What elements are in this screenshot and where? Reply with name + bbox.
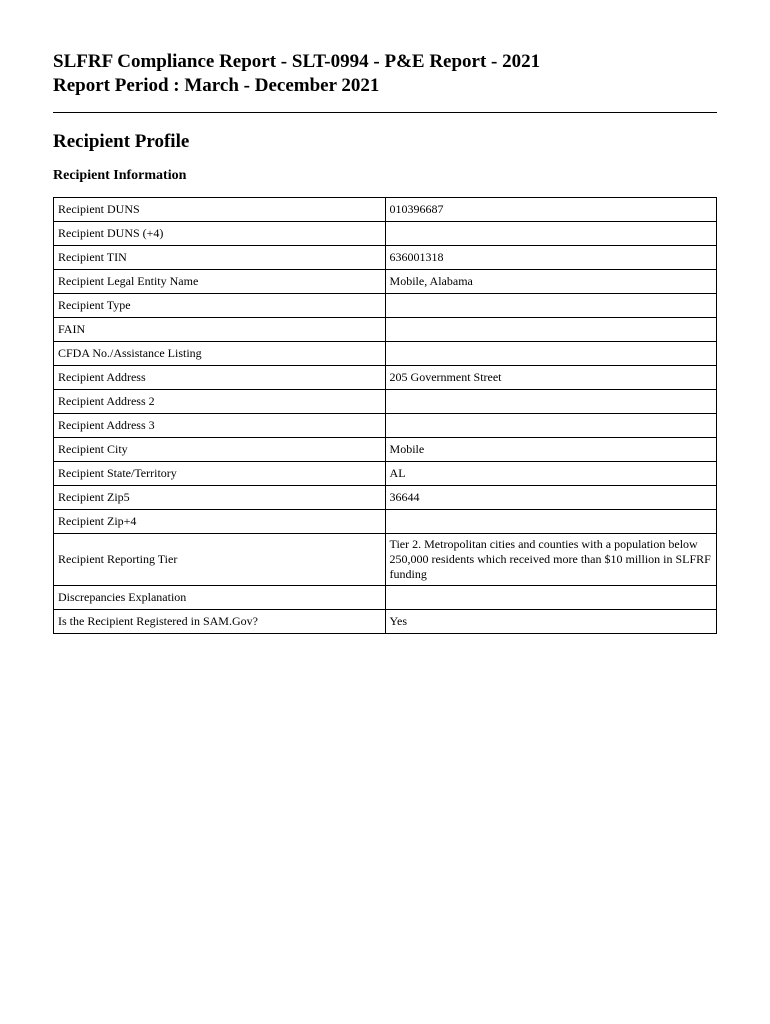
subsection-title: Recipient Information xyxy=(53,168,187,183)
recipient-info-table-body xyxy=(54,198,717,634)
table-row xyxy=(54,486,717,510)
field-label: Recipient TIN xyxy=(54,246,386,270)
field-label: Recipient State/Territory xyxy=(54,462,386,486)
field-value xyxy=(385,586,716,610)
table-row xyxy=(54,438,717,462)
field-value xyxy=(385,510,716,534)
field-value xyxy=(385,390,716,414)
field-label: Recipient Zip+4 xyxy=(54,510,386,534)
table-row xyxy=(54,366,717,390)
table-row xyxy=(54,534,717,586)
table-row xyxy=(54,270,717,294)
field-label: Recipient Address xyxy=(54,366,386,390)
table-row xyxy=(54,462,717,486)
field-value xyxy=(385,222,716,246)
table-row xyxy=(54,318,717,342)
table-row xyxy=(54,390,717,414)
field-value xyxy=(385,342,716,366)
field-label: Recipient Zip5 xyxy=(54,486,386,510)
table-row xyxy=(54,610,717,634)
field-label: Recipient DUNS xyxy=(54,198,386,222)
table-row xyxy=(54,510,717,534)
table-row xyxy=(54,342,717,366)
field-value: Yes xyxy=(385,610,716,634)
field-label: Discrepancies Explanation xyxy=(54,586,386,610)
field-value xyxy=(385,318,716,342)
field-value: Tier 2. Metropolitan cities and counties with a population below 250,000 residents which received more than $10 million in SLFRF funding xyxy=(385,534,716,586)
report-page xyxy=(53,50,717,634)
field-label: Recipient Type xyxy=(54,294,386,318)
field-value: 205 Government Street xyxy=(385,366,716,390)
report-period: Report Period : March - December 2021 xyxy=(53,75,380,96)
header-divider xyxy=(53,112,717,113)
field-value: Mobile, Alabama xyxy=(385,270,716,294)
report-title xyxy=(53,50,717,98)
field-label: Recipient Address 3 xyxy=(54,414,386,438)
field-value: 010396687 xyxy=(385,198,716,222)
field-label: FAIN xyxy=(54,318,386,342)
table-row xyxy=(54,246,717,270)
field-value xyxy=(385,294,716,318)
recipient-info-table xyxy=(53,197,717,634)
report-title-line1: SLFRF Compliance Report - SLT-0994 - P&E Report - 2021 xyxy=(53,51,541,72)
field-value: AL xyxy=(385,462,716,486)
field-label: Recipient City xyxy=(54,438,386,462)
field-value: 36644 xyxy=(385,486,716,510)
field-label: CFDA No./Assistance Listing xyxy=(54,342,386,366)
field-label: Recipient Address 2 xyxy=(54,390,386,414)
field-label: Recipient Legal Entity Name xyxy=(54,270,386,294)
field-label: Is the Recipient Registered in SAM.Gov? xyxy=(54,610,386,634)
table-row xyxy=(54,222,717,246)
field-label: Recipient DUNS (+4) xyxy=(54,222,386,246)
table-row xyxy=(54,586,717,610)
table-row xyxy=(54,198,717,222)
table-row xyxy=(54,294,717,318)
field-value: 636001318 xyxy=(385,246,716,270)
field-value: Mobile xyxy=(385,438,716,462)
field-value xyxy=(385,414,716,438)
field-label: Recipient Reporting Tier xyxy=(54,534,386,586)
table-row xyxy=(54,414,717,438)
section-title: Recipient Profile xyxy=(53,131,190,152)
